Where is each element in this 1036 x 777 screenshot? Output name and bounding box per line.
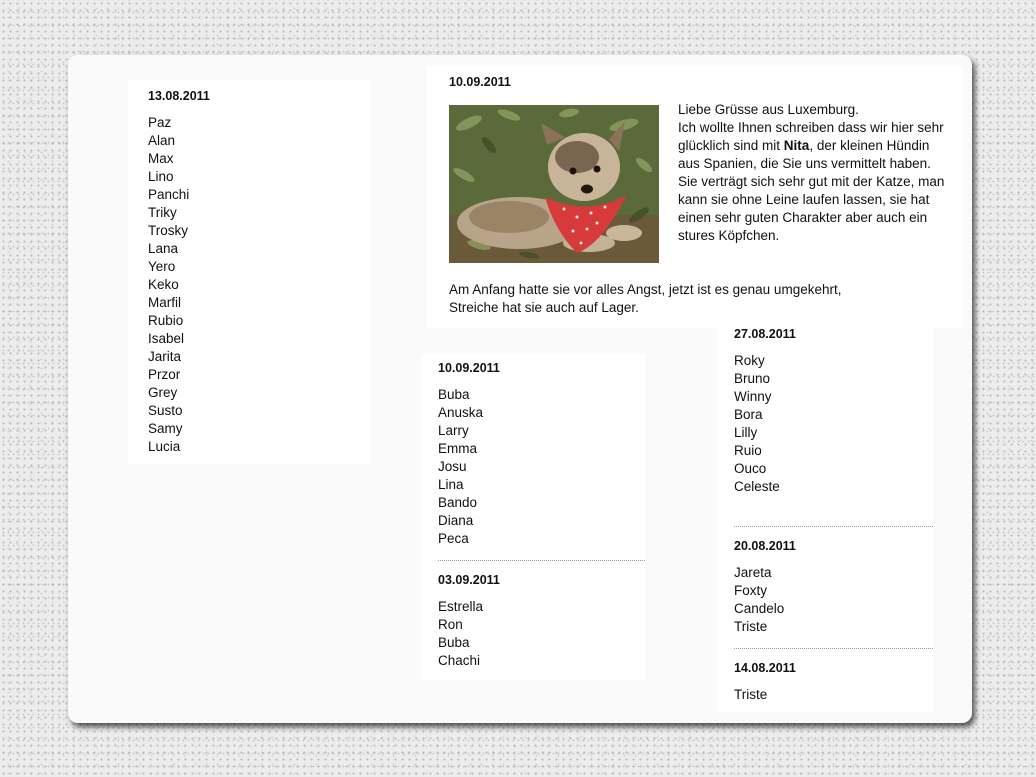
adopted-list-left: [128, 80, 370, 464]
list-item: Susto: [148, 403, 183, 418]
date-heading: 10.09.2011: [438, 361, 500, 375]
list-item: Buba: [438, 635, 470, 650]
story-paragraph-2: Sie verträgt sich sehr gut mit der Katze, man kann sie ohne Leine laufen lassen, sie hat einen sehr guten Charakter aber auch ein stures Köpfchen.: [678, 174, 945, 243]
list-item: Foxty: [734, 583, 768, 598]
name-list: [148, 114, 189, 456]
list-item: Ouco: [734, 461, 767, 476]
divider: [734, 526, 933, 527]
list-item: Jareta: [734, 565, 772, 580]
list-item: Alan: [148, 133, 176, 148]
story-paragraph: [678, 119, 948, 173]
name-list: [438, 386, 483, 548]
date-heading: 20.08.2011: [734, 539, 796, 553]
list-item: Emma: [438, 441, 478, 456]
list-item: Roky: [734, 353, 765, 368]
list-item: Bruno: [734, 371, 771, 386]
list-item: Max: [148, 151, 174, 166]
story-footer: Am Anfang hatte sie vor alles Angst, jetzt ist es genau umgekehrt, Streiche hat sie auch auf Lager.: [449, 282, 842, 315]
story-text: [678, 101, 948, 245]
dog-name: Nita: [783, 138, 810, 153]
list-item: Diana: [438, 513, 474, 528]
story-text-part: Ich wollte Ihnen schreiben dass wir hier sehr glücklich sind mit: [678, 120, 944, 153]
adopted-list-right: [717, 328, 933, 712]
dog-photo: [449, 105, 659, 263]
story-greeting: Liebe Grüsse aus Luxemburg.: [678, 102, 859, 117]
list-item: Lino: [148, 169, 174, 184]
date-heading: 03.09.2011: [438, 573, 500, 587]
date-heading: 14.08.2011: [734, 661, 796, 675]
list-item: Ron: [438, 617, 463, 632]
list-item: Keko: [148, 277, 179, 292]
name-list: [438, 598, 483, 670]
list-item: Marfil: [148, 295, 181, 310]
list-item: Winny: [734, 389, 772, 404]
list-item: Przor: [148, 367, 181, 382]
list-item: Lucia: [148, 439, 181, 454]
list-item: Grey: [148, 385, 178, 400]
list-item: Paz: [148, 115, 172, 130]
story-text-part: , der kleinen Hündin aus Spanien, die Sie uns vermittelt haben.: [678, 138, 931, 171]
list-item: Lina: [438, 477, 464, 492]
date-heading: 27.08.2011: [734, 327, 796, 341]
list-item: Celeste: [734, 479, 780, 494]
name-list: [734, 352, 780, 496]
list-item: Chachi: [438, 653, 481, 668]
list-item: Isabel: [148, 331, 185, 346]
list-item: Panchi: [148, 187, 190, 202]
list-item: Jarita: [148, 349, 182, 364]
list-item: Ruio: [734, 443, 762, 458]
divider: [438, 560, 645, 561]
list-item: Triste: [734, 619, 768, 634]
list-item: Samy: [148, 421, 183, 436]
list-item: Estrella: [438, 599, 484, 614]
list-item: Rubio: [148, 313, 184, 328]
list-item: Anuska: [438, 405, 484, 420]
adopted-list-middle: [421, 354, 645, 680]
list-item: Josu: [438, 459, 467, 474]
list-item: Yero: [148, 259, 176, 274]
list-item: Triste: [734, 687, 768, 702]
story-date: 10.09.2011: [449, 75, 511, 89]
list-item: Triky: [148, 205, 177, 220]
list-item: Candelo: [734, 601, 785, 616]
list-item: Trosky: [148, 223, 188, 238]
divider: [734, 648, 933, 649]
list-item: Peca: [438, 531, 469, 546]
name-list: [734, 686, 767, 704]
date-heading: 13.08.2011: [148, 89, 210, 103]
list-item: Buba: [438, 387, 470, 402]
name-list: [734, 564, 784, 636]
list-item: Bando: [438, 495, 478, 510]
list-item: Bora: [734, 407, 763, 422]
list-item: Lilly: [734, 425, 758, 440]
list-item: Lana: [148, 241, 179, 256]
list-item: Larry: [438, 423, 469, 438]
